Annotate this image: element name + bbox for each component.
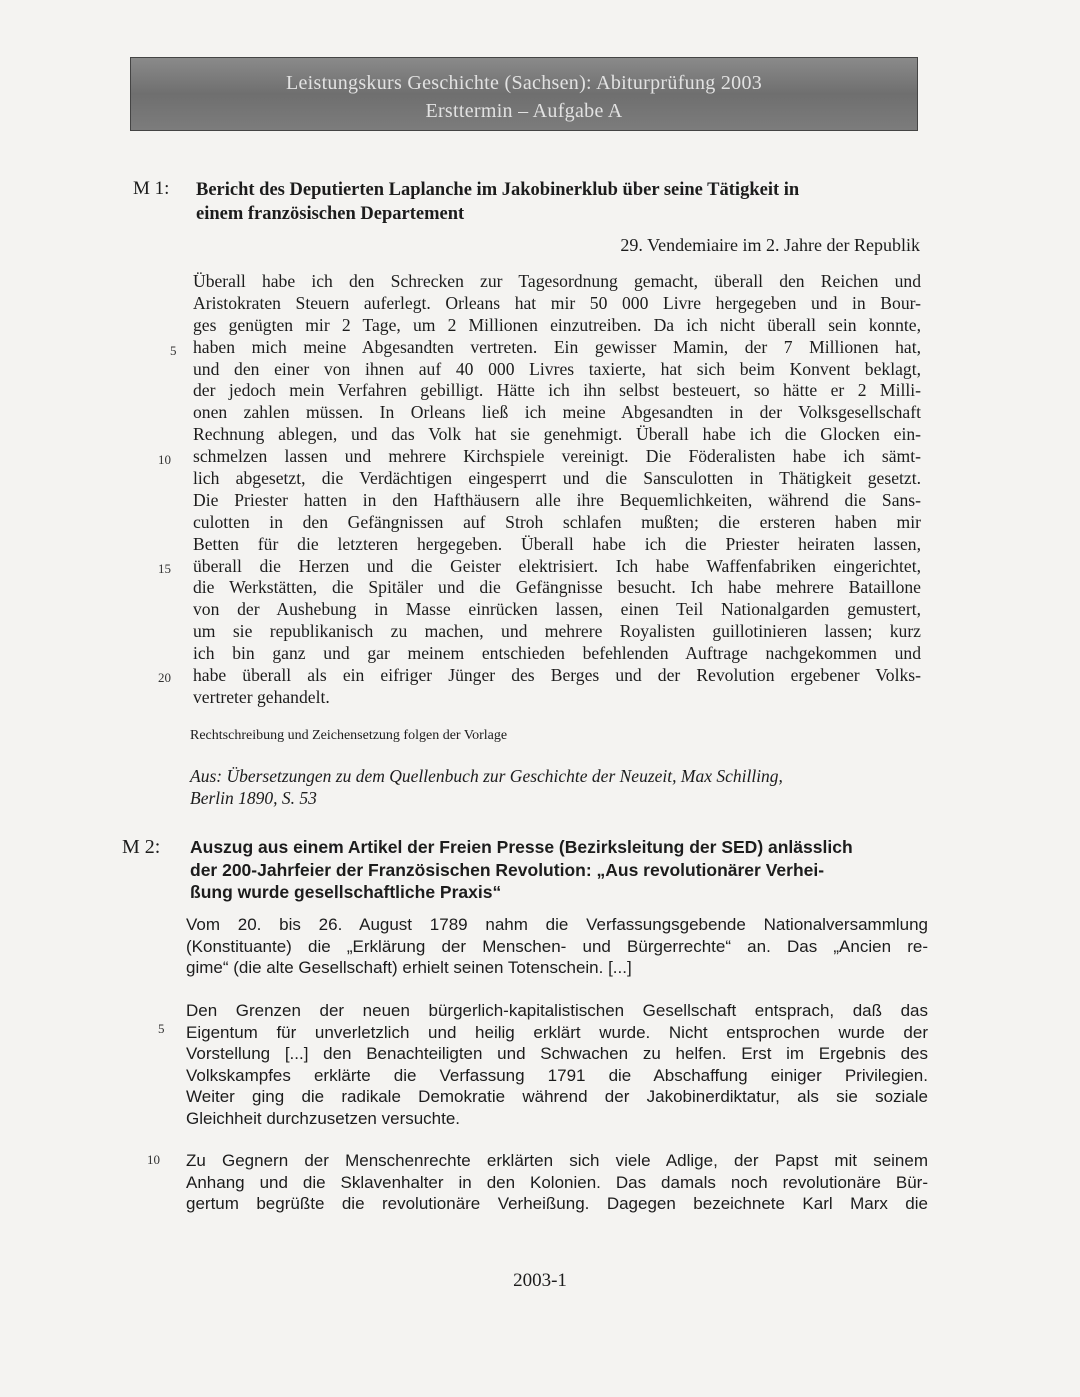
m2-line: Zu Gegnern der Menschenrechte erklärten sich viele Adlige, der Papst mit seinem: [186, 1151, 928, 1170]
m2-line-number: 5: [158, 1021, 165, 1036]
m1-line: von der Aushebung in Masse einrücken lassen, einen Teil Nationalgarden gemustert,: [193, 599, 921, 620]
m1-line: haben mich meine Abgesandten vertreten. Ein gewisser Mamin, der 7 Millionen hat,: [193, 336, 921, 357]
m1-line: onen zahlen müssen. In Orleans ließ ich meine Abgesandten in der Volksgesellschaft: [193, 402, 921, 423]
m2-title-line1: Auszug aus einem Artikel der Freien Presse (Bezirksleitung der SED) anlässlich: [190, 837, 853, 857]
header-subtitle: Ersttermin – Aufgabe A: [425, 100, 623, 122]
m1-source: [190, 765, 783, 809]
m2-line: Weiter ging die radikale Demokratie während der Jakobinerdiktatur, als sie soziale: [186, 1087, 928, 1106]
m2-line: Vom 20. bis 26. August 1789 nahm die Verfassungsgebende Nationalversammlung: [186, 915, 928, 934]
m1-line: ich bin ganz und gar meinem entschieden befehlenden Auftrage nachgekommen und: [193, 643, 921, 664]
m1-line-number: 10: [158, 452, 171, 467]
m2-line: gime“ (die alte Gesellschaft) erhielt seinen Totenschein. [...]: [186, 958, 632, 977]
m1-line-number: 15: [158, 561, 171, 576]
m1-line-number: 20: [158, 670, 171, 685]
m1-line: schmelzen lassen und mehrere Kirchspiele vereinigt. Die Föderalisten habe ich sämt-: [193, 446, 921, 467]
m1-source-line2: Berlin 1890, S. 53: [190, 788, 317, 808]
m2-line: Volkskampfes erklärte die Verfassung 1791 die Abschaffung einiger Privilegien.: [186, 1065, 928, 1085]
m2-title: [190, 836, 853, 904]
m2-title-line3: ßung wurde gesellschaftliche Praxis“: [190, 882, 502, 902]
m2-label: M 2:: [122, 836, 161, 858]
m1-line: Die Priester hatten in den Hafthäusern alle ihre Bequemlichkeiten, während die Sans-: [193, 489, 921, 510]
m1-line: und den einer von ihnen auf 40 000 Livres taxierte, hat sich beim Konvent beklagt,: [193, 358, 921, 379]
m1-line: Rechnung ablegen, und das Volk hat sie genehmigt. Überall habe ich die Glocken ein-: [193, 424, 921, 445]
m1-label: M 1:: [133, 178, 170, 199]
m2-line: Eigentum für unverletzlich und heilig erklärt wurde. Nicht entsprochen wurde der: [186, 1022, 928, 1042]
m2-line-number: 10: [147, 1152, 160, 1167]
m2-line: Anhang und die Sklavenhalter in den Kolonien. Das damals noch revolutionäre Bür-: [186, 1172, 928, 1192]
m1-line: habe überall als ein eifriger Jünger des Berges und der Revolution ergebener Volks-: [193, 665, 921, 686]
m1-line: ges genügten mir 2 Tage, um 2 Millionen einzutreiben. Da ich nicht überall sein konnte,: [193, 314, 921, 335]
m1-spelling-note: Rechtschreibung und Zeichensetzung folgen der Vorlage: [190, 728, 508, 743]
m1-line: Überall habe ich den Schrecken zur Tagesordnung gemacht, überall den Reichen und: [193, 271, 921, 291]
m1-line: der jedoch mein Verfahren gebilligt. Hätte ich ihn selbst besteuert, so hätte er 2 Milli-: [193, 380, 921, 401]
m1-line: culotten in den Gefängnissen auf Stroh schlafen mußten; die ersteren haben mir: [193, 511, 921, 532]
m1-body: [193, 271, 921, 709]
m1-line: um sie republikanisch zu machen, und mehrere Royalisten guillotinieren lassen; kurz: [193, 621, 921, 642]
m2-line: Den Grenzen der neuen bürgerlich-kapitalistischen Gesellschaft entsprach, daß das: [186, 1001, 928, 1020]
page-number: 2003-1: [513, 1270, 567, 1291]
m1-date: 29. Vendemiaire im 2. Jahre der Republik: [620, 235, 920, 255]
m1-line: Aristokraten Steuern auferlegt. Orleans hat mir 50 000 Livre hergegeben und in Bour-: [193, 292, 921, 313]
m1-line: lich abgesetzt, die Verdächtigen eingesperrt und die Sansculotten in Thätigkeit gesetzt.: [193, 468, 921, 489]
m1-line: Betten für die letzteren hergegeben. Überall habe ich die Priester heiraten lassen,: [193, 533, 921, 554]
m1-line: die Werkstätten, die Spitäler und die Gefängnisse besucht. Ich habe mehrere Bataillone: [193, 577, 921, 598]
m1-source-line1: Aus: Übersetzungen zu dem Quellenbuch zur Geschichte der Neuzeit, Max Schilling,: [190, 766, 783, 786]
m1-line: überall die Herzen und die Geister elektrisiert. Ich habe Waffenfabriken eingerichtet,: [193, 555, 921, 576]
m1-title: [196, 178, 799, 226]
m1-line: vertreter gehandelt.: [193, 686, 330, 707]
exam-header-banner: [130, 57, 918, 131]
m2-line: gertum begrüßte die revolutionäre Verheißung. Dagegen bezeichnete Karl Marx die: [186, 1194, 928, 1213]
m1-title-line2: einem französischen Departement: [196, 204, 465, 224]
m2-line: Vorstellung [...] den Benachteiligten und Schwachen zu helfen. Erst im Ergebnis des: [186, 1044, 928, 1063]
m2-title-line2: der 200-Jahrfeier der Französischen Revolution: „Aus revolutionärer Verhei-: [190, 859, 825, 880]
header-title: Leistungskurs Geschichte (Sachsen): Abiturprüfung 2003: [285, 72, 763, 94]
m2-line: Gleichheit durchzusetzen versuchte.: [186, 1108, 461, 1128]
m2-paragraph-1: [186, 914, 928, 979]
m1-line-number: 5: [170, 343, 177, 358]
m2-paragraph-2: [186, 1000, 928, 1129]
m2-paragraph-3: [186, 1150, 928, 1215]
m2-line: (Konstituante) die „Erklärung der Menschen- und Bürgerrechte“ an. Das „Ancien re-: [186, 936, 928, 956]
m1-title-line1: Bericht des Deputierten Laplanche im Jakobinerklub über seine Tätigkeit in: [196, 180, 800, 200]
